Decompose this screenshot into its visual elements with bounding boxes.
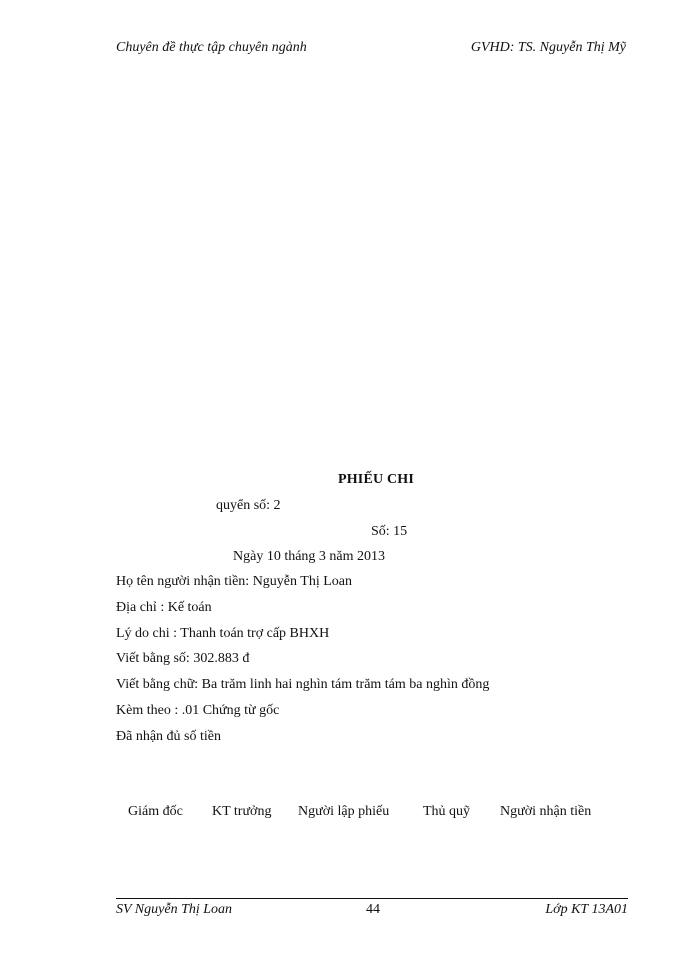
footer-divider [116, 898, 628, 899]
signature-chief-accountant: KT trưởng [212, 804, 272, 819]
attachments: Kèm theo : .01 Chứng từ gốc [116, 703, 280, 718]
voucher-title-row [0, 472, 700, 488]
signature-recipient: Người nhận tiền [500, 804, 592, 819]
book-number: quyển số: 2 [216, 498, 281, 513]
footer-class: Lớp KT 13A01 [545, 902, 628, 917]
voucher-number: Số: 15 [371, 524, 408, 539]
signature-preparer: Người lập phiếu [298, 804, 390, 819]
running-header-right: GVHD: TS. Nguyễn Thị Mỹ [470, 40, 626, 55]
amount-numeric: Viết bằng số: 302.883 đ [116, 651, 250, 666]
recipient-name: Họ tên người nhận tiền: Nguyễn Thị Loan [116, 574, 352, 589]
running-header-left: Chuyên đề thực tập chuyên ngành [116, 40, 307, 55]
payment-reason: Lý do chi : Thanh toán trợ cấp BHXH [116, 626, 330, 641]
recipient-address: Địa chỉ : Kế toán [116, 600, 212, 615]
page-number: 44 [366, 902, 380, 917]
received-statement: Đã nhận đủ số tiền [116, 729, 221, 744]
signature-cashier: Thủ quỹ [423, 804, 471, 819]
voucher-title: PHIẾU CHI [337, 472, 415, 487]
voucher-date: Ngày 10 tháng 3 năm 2013 [233, 549, 386, 564]
signature-director: Giám đốc [128, 804, 183, 819]
amount-words: Viết bằng chữ: Ba trăm linh hai nghìn tám trăm tám ba nghìn đồng [116, 677, 490, 692]
footer-student: SV Nguyễn Thị Loan [116, 902, 233, 917]
